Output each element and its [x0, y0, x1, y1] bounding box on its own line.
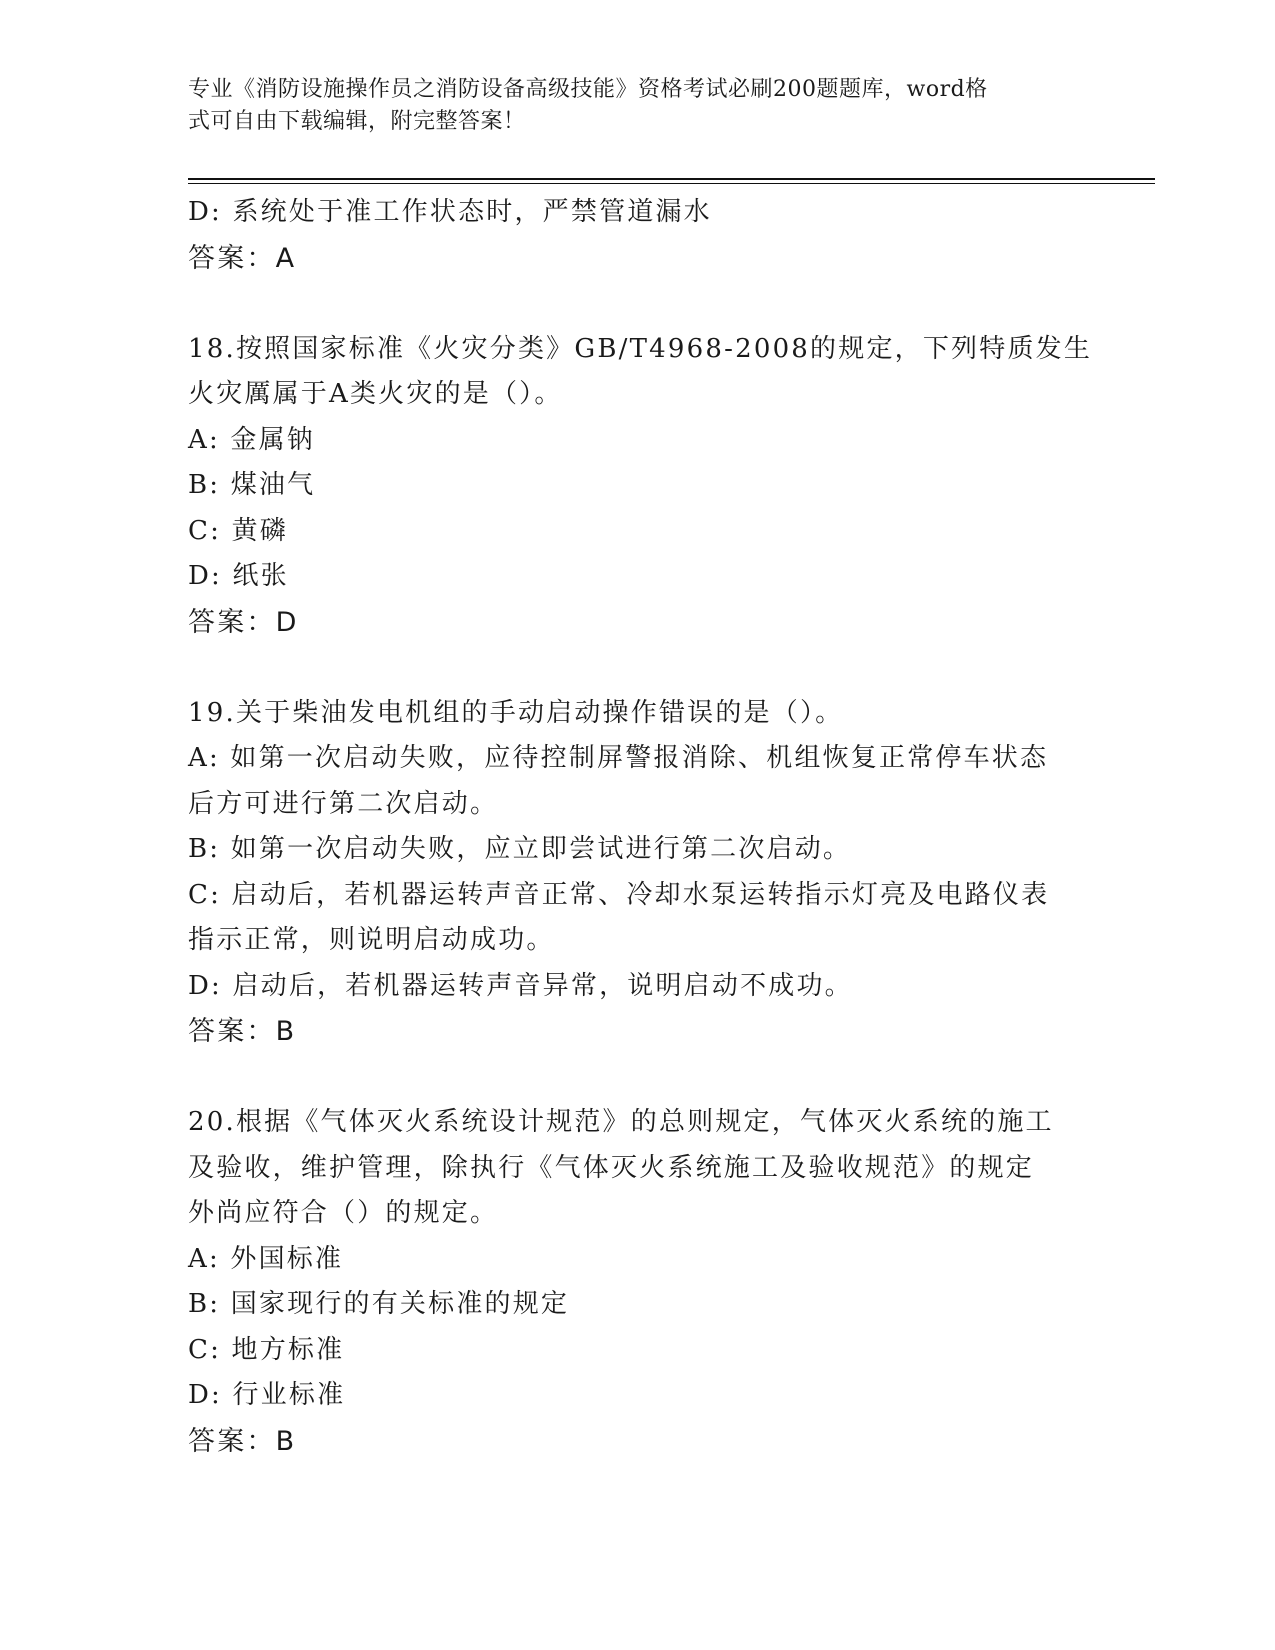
option-d: D: 系统处于准工作状态时，严禁管道漏水 — [188, 197, 712, 227]
option-d: D: 纸张 — [188, 561, 289, 591]
option-c: C: 启动后，若机器运转声音正常、冷却水泵运转指示灯亮及电路仪表 — [188, 879, 1050, 910]
previous-question-tail — [188, 190, 1088, 281]
question-stem: 18.按照国家标准《火灾分类》GB/T4968-2008的规定，下列特质发生 — [188, 333, 1093, 364]
header-line-1: 专业《消防设施操作员之消防设备高级技能》资格考试必刷200题题库，word格 — [188, 77, 988, 102]
option-a-continued: 后方可进行第二次启动。 — [188, 788, 499, 819]
question-stem: 19.关于柴油发电机组的手动启动操作错误的是（）。 — [188, 697, 844, 728]
answer: 答案：B — [188, 1016, 297, 1047]
question-18 — [188, 327, 1093, 646]
option-c-continued: 指示正常，则说明启动成功。 — [188, 925, 555, 955]
document-header — [188, 74, 1068, 138]
option-d: D: 启动后，若机器运转声音异常，说明启动不成功。 — [188, 970, 853, 1001]
spacer — [188, 645, 1088, 691]
header-divider-thick — [188, 178, 1155, 180]
option-c: C: 黄磷 — [188, 515, 288, 546]
question-stem: 20.根据《气体灭火系统设计规范》的总则规定，气体灭火系统的施工 — [188, 1107, 1054, 1137]
option-d: D: 行业标准 — [188, 1380, 346, 1410]
spacer — [188, 281, 1088, 327]
spacer — [188, 1055, 1088, 1101]
question-stem-continued: 外尚应符合（）的规定。 — [188, 1198, 499, 1228]
header-line-2: 式可自由下载编辑，附完整答案！ — [188, 109, 526, 134]
question-list — [188, 190, 1093, 1464]
answer: 答案：D — [188, 606, 299, 638]
option-a: A: 如第一次启动失败，应待控制屏警报消除、机组恢复正常停车状态 — [188, 743, 1049, 773]
answer: 答案：B — [188, 1425, 297, 1457]
question-20 — [188, 1100, 1088, 1464]
option-c: C: 地方标准 — [188, 1334, 345, 1365]
option-b: B: 如第一次启动失败，应立即尝试进行第二次启动。 — [188, 834, 852, 864]
question-stem-continued: 及验收，维护管理，除执行《气体灭火系统施工及验收规范》的规定 — [188, 1152, 1035, 1183]
answer: 答案：A — [188, 242, 297, 274]
option-a: A: 金属钠 — [188, 424, 316, 455]
option-b: B: 国家现行的有关标准的规定 — [188, 1289, 570, 1319]
question-19 — [188, 691, 1088, 1055]
option-a: A: 外国标准 — [188, 1243, 344, 1274]
option-b: B: 煤油气 — [188, 470, 316, 500]
question-stem-continued: 火灾厲属于A类火灾的是（）。 — [188, 379, 563, 409]
header-divider-thin — [188, 183, 1155, 184]
